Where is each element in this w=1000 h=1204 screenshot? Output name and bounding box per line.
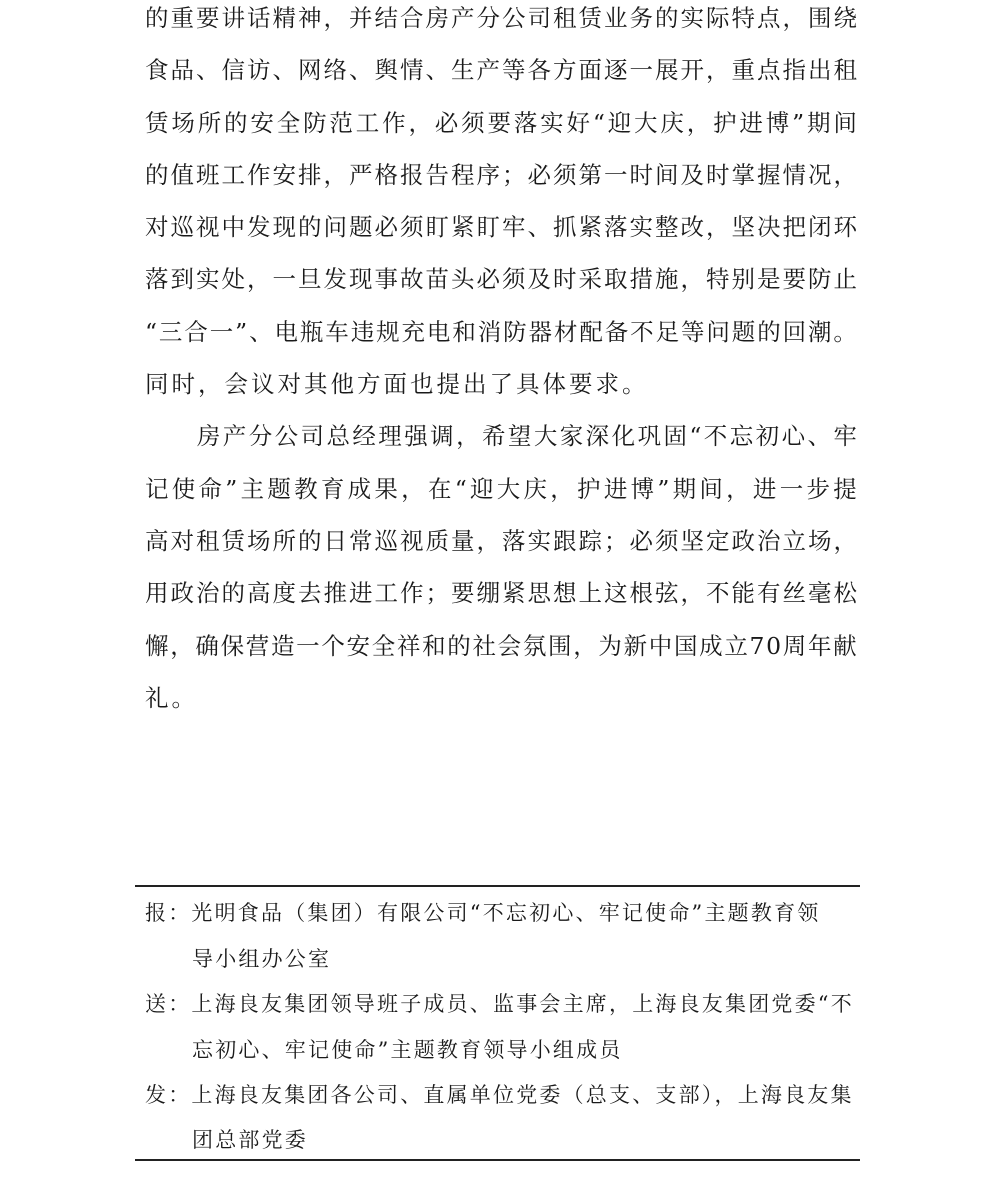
send-to-line-cont: 忘初心、牢记使命”主题教育领导小组成员 (192, 1038, 623, 1062)
issue-to-line: 发：上海良友集团各公司、直属单位党委（总支、支部），上海良友集 (145, 1083, 854, 1107)
issue-to-line-cont: 团总部党委 (192, 1128, 308, 1152)
body-line: 懈 ， 确 保 营 造 一 个 安 全 祥 和 的 社 会 氛 围 ， 为 新 中 国 成 立 7 0 周 年 献 (145, 631, 857, 660)
body-line: 落 到 实 处 ， 一 旦 发 现 事 故 苗 头 必 须 及 时 采 取 措 施 ， 特 别 是 要 防 止 (145, 265, 857, 294)
body-line: 赁 场 所 的 安 全 防 范 工 作 ， 必 须 要 落 实 好 “ 迎 大 庆 ， 护 进 博 ” 期 间 (145, 108, 857, 137)
body-line: 的 值 班 工 作 安 排 ， 严 格 报 告 程 序 ； 必 须 第 一 时 间 及 时 掌 握 情 况 ， (145, 160, 857, 189)
body-line: 对 巡 视 中 发 现 的 问 题 必 须 盯 紧 盯 牢 、 抓 紧 落 实 整 改 ， 坚 决 把 闭 环 (145, 213, 857, 242)
body-line: 食 品 、 信 访 、 网 络 、 舆 情 、 生 产 等 各 方 面 逐 一 展 开 ， 重 点 指 出 租 (145, 56, 857, 85)
body-line: 记 使 命 ” 主 题 教 育 成 果 ， 在 “ 迎 大 庆 ， 护 进 博 ” 期 间 ， 进 一 步 提 (145, 474, 857, 503)
body-line: 礼。 (145, 683, 198, 712)
body-line: 高 对 租 赁 场 所 的 日 常 巡 视 质 量 ， 落 实 跟 踪 ； 必 须 坚 定 政 治 立 场 ， (145, 526, 857, 555)
send-to-line: 送：上海良友集团领导班子成员、监事会主席，上海良友集团党委“不 (145, 992, 854, 1016)
body-line: 的 重 要 讲 话 精 神 ， 并 结 合 房 产 分 公 司 租 赁 业 务 的 实 际 特 点 ， 围 绕 (145, 4, 857, 32)
body-line: 同时，会议对其他方面也提出了具体要求。 (145, 370, 649, 399)
body-line: 用 政 治 的 高 度 去 推 进 工 作 ； 要 绷 紧 思 想 上 这 根 弦 ， 不 能 有 丝 毫 松 (145, 579, 857, 608)
report-to-line: 报：光明食品（集团）有限公司“不忘初心、牢记使命”主题教育领 (145, 901, 821, 925)
body-line: “ 三 合 一 ” 、 电 瓶 车 违 规 充 电 和 消 防 器 材 配 备 不 足 等 问 题 的 回 潮 。 (145, 317, 857, 346)
report-to-line-cont: 导小组办公室 (192, 947, 332, 971)
distribution-footer (135, 885, 860, 1161)
body-line: 房 产 分 公 司 总 经 理 强 调 ， 希 望 大 家 深 化 巩 固 “ 不 忘 初 心 、 牢 (196, 422, 857, 451)
document-body (145, 0, 857, 732)
